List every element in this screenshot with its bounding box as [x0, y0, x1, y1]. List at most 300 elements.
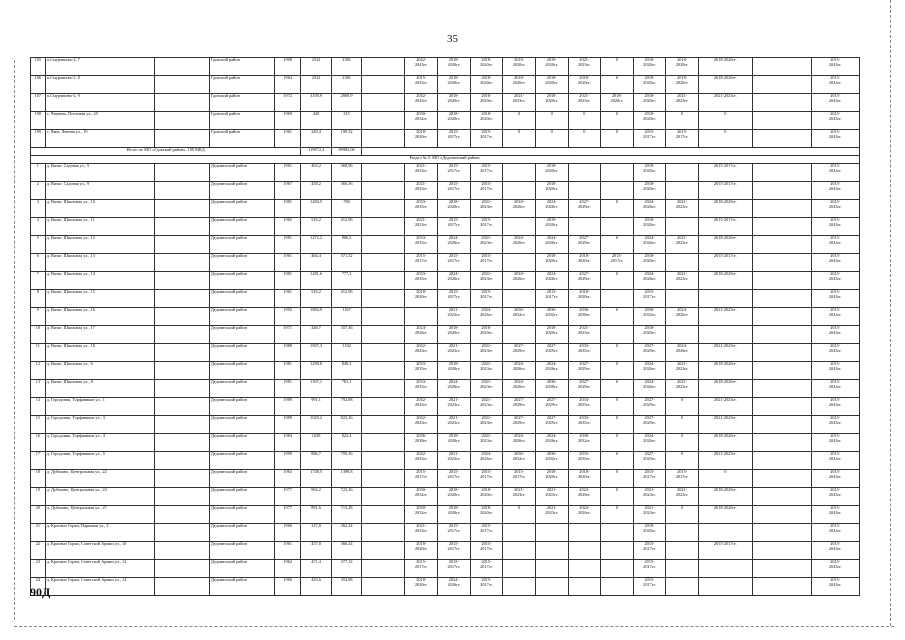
table-cell — [752, 344, 811, 362]
table-cell: 2015- 2043гг. — [811, 254, 860, 272]
table-cell: 2018- 2020гг. — [470, 76, 503, 94]
table-cell: 1908 — [275, 58, 301, 76]
table-cell: 2021- 2023гг. — [535, 488, 568, 506]
table-cell — [362, 434, 405, 452]
table-cell — [698, 326, 752, 344]
table-cell: 1969 — [275, 112, 301, 130]
table-cell: 0 — [601, 112, 634, 130]
table-cell: 1167 — [331, 308, 362, 326]
table-cell: 2021- 2023гг. — [438, 452, 471, 470]
table-cell — [155, 434, 210, 452]
table-cell: 806,5 — [331, 236, 362, 254]
table-cell: 781,1 — [331, 380, 362, 398]
table-cell — [155, 130, 210, 148]
table-cell: Дедовичский район — [209, 326, 274, 344]
table-cell: 2015- 2043гг. — [811, 506, 860, 524]
table-cell: 2021- 2023гг. — [503, 94, 536, 112]
table-cell — [752, 236, 811, 254]
table-cell: Дедовичский район — [209, 542, 274, 560]
table-cell — [155, 470, 210, 488]
subtotal-label: Итого по МО «Гдовский район», 109 МКД — [31, 148, 301, 156]
table-cell: 4 — [31, 218, 46, 236]
table-cell: 2015- 2017гг. — [633, 470, 666, 488]
scan-edge-right — [890, 0, 891, 626]
table-cell: 2015- 2043гг. — [811, 218, 860, 236]
table-cell — [752, 578, 811, 596]
table-cell: 0 — [601, 76, 634, 94]
table-cell: 1988 — [275, 344, 301, 362]
table-cell: 2030- 2032гг. — [633, 308, 666, 326]
table-cell — [752, 254, 811, 272]
table-cell — [362, 94, 405, 112]
table-cell: 2027- 2029гг. — [633, 398, 666, 416]
table-cell: Дедовичский район — [209, 524, 274, 542]
table-cell: д. Вязье, Школьная ул., 10 — [45, 200, 154, 218]
table-row — [31, 112, 860, 130]
table-cell: 2021-2023гг. — [698, 344, 752, 362]
table-cell: Дедовичский район — [209, 200, 274, 218]
table-cell: 2018- 2020гг. — [470, 488, 503, 506]
table-cell: 2018- 2020гг. — [438, 362, 471, 380]
table-cell: 0 — [666, 416, 699, 434]
table-row — [31, 254, 860, 272]
table-cell — [155, 236, 210, 254]
table-cell: 2015- 2017гг. — [633, 542, 666, 560]
table-cell: 1967 — [275, 182, 301, 200]
table-cell: Дедовичский район — [209, 182, 274, 200]
table-cell — [362, 308, 405, 326]
table-cell: 2036- 2038гг. — [405, 434, 438, 452]
table-cell: 371,52 — [331, 254, 362, 272]
table-cell: 366,56 — [331, 182, 362, 200]
table-cell: 0 — [601, 362, 634, 380]
table-cell: 1307,1 — [301, 380, 332, 398]
table-cell — [362, 272, 405, 290]
table-cell: 2015- 2043гг. — [811, 380, 860, 398]
table-cell: Гдовский район — [209, 112, 274, 130]
table-cell: 709,36 — [331, 452, 362, 470]
table-cell — [362, 578, 405, 596]
table-cell — [752, 434, 811, 452]
table-cell: 0 — [601, 200, 634, 218]
table-cell: 1977 — [275, 506, 301, 524]
table-cell: 24 — [31, 578, 46, 596]
table-cell: 106 — [31, 76, 46, 94]
table-cell — [752, 470, 811, 488]
table-cell: Гдовский район — [209, 94, 274, 112]
table-cell: 2027- 2029гг. — [568, 380, 601, 398]
table-cell — [362, 542, 405, 560]
table-cell — [752, 130, 811, 148]
table-cell — [362, 416, 405, 434]
table-cell — [752, 506, 811, 524]
table-cell: 2021-2023гг. — [698, 416, 752, 434]
table-cell — [155, 200, 210, 218]
table-cell — [752, 218, 811, 236]
table-cell: 2024- 2026гг. — [535, 200, 568, 218]
table-cell: 2027- 2029гг. — [535, 344, 568, 362]
table-cell: 516,2 — [301, 218, 332, 236]
table-cell — [503, 290, 536, 308]
table-cell: 2042- 2043гг. — [405, 398, 438, 416]
table-cell: 327,8 — [301, 524, 332, 542]
table-cell: 2018- 2020гг. — [535, 76, 568, 94]
table-cell: 2015- 2017гг. — [438, 218, 471, 236]
table-cell: 2015- 2017гг. — [470, 542, 503, 560]
table-cell: 457,8 — [301, 542, 332, 560]
table-cell: 2024- 2026гг. — [535, 272, 568, 290]
table-cell — [362, 524, 405, 542]
table-cell: д. Вязье, Школьная ул., 6 — [45, 362, 154, 380]
table-cell — [601, 182, 634, 200]
table-cell — [698, 560, 752, 578]
table-cell: 2015- 2017гг. — [503, 470, 536, 488]
table-cell: 2021- 2023гг. — [405, 182, 438, 200]
table-cell: 2018- 2020гг. — [470, 506, 503, 524]
table-cell — [601, 542, 634, 560]
table-cell: 2033- 2035гг. — [405, 362, 438, 380]
table-cell — [568, 218, 601, 236]
table-cell: 2015- 2043гг. — [811, 362, 860, 380]
table-cell: 2042- 2043гг. — [405, 416, 438, 434]
table-cell: 2018- 2020гг. — [438, 434, 471, 452]
table-cell — [155, 254, 210, 272]
table-cell: 2024- 2026гг. — [503, 200, 536, 218]
table-cell: 2015- 2043гг. — [811, 58, 860, 76]
table-cell: 2027- 2029гг. — [535, 398, 568, 416]
table-row — [31, 470, 860, 488]
table-cell: 2024- 2026гг. — [633, 200, 666, 218]
table-cell: 2030- 2032гг. — [535, 452, 568, 470]
table-cell: 0 — [698, 130, 752, 148]
table-cell: 891,6 — [301, 506, 332, 524]
table-cell — [666, 524, 699, 542]
table-cell: 2033- 2035гг. — [405, 272, 438, 290]
table-cell — [503, 578, 536, 596]
table-cell: п.Смуравьево-2, 8 — [45, 76, 154, 94]
table-cell: 2015- 2017гг. — [438, 560, 471, 578]
table-cell: 464,4 — [301, 254, 332, 272]
table-cell: 2021- 2023гг. — [535, 506, 568, 524]
table-cell — [752, 416, 811, 434]
table-cell: 2015- 2043гг. — [811, 470, 860, 488]
table-cell: 2018- 2020гг. — [535, 58, 568, 76]
table-cell: 2018- 2020гг. — [666, 58, 699, 76]
table-cell: д. Вязье, Садовая ул., 5 — [45, 164, 154, 182]
table-cell: 2024- 2026гг. — [568, 506, 601, 524]
table-cell: 2015- 2017гг. — [470, 254, 503, 272]
table-cell: Дедовичский район — [209, 380, 274, 398]
table-cell: д. Дубишно, Центральная ул., 27 — [45, 506, 154, 524]
table-cell — [155, 578, 210, 596]
table-cell: 2042- 2043гг. — [405, 452, 438, 470]
table-cell: 2015- 2043гг. — [811, 560, 860, 578]
table-cell: 1981 — [275, 380, 301, 398]
table-cell: 1028 — [301, 434, 332, 452]
table-cell: 2015- 2017гг. — [405, 560, 438, 578]
table-cell: 2021- 2023гг. — [568, 58, 601, 76]
table-row — [31, 452, 860, 470]
table-cell — [155, 506, 210, 524]
table-cell: 2015- 2017гг. — [470, 524, 503, 542]
table-cell: 2018- 2020гг. — [666, 76, 699, 94]
table-cell: 2030- 2032гг. — [568, 434, 601, 452]
table-cell: 0 — [666, 452, 699, 470]
table-cell: 2018- 2020гг. — [633, 76, 666, 94]
table-row — [31, 200, 860, 218]
table-cell: 21 — [31, 524, 46, 542]
table-cell — [362, 254, 405, 272]
table-cell — [752, 290, 811, 308]
table-row — [31, 290, 860, 308]
table-cell: 1398,8 — [331, 470, 362, 488]
table-cell — [698, 290, 752, 308]
table-cell: 0 — [666, 398, 699, 416]
table-cell: 2036- 2038гг. — [568, 308, 601, 326]
table-cell: 2021- 2023гг. — [438, 344, 471, 362]
table-cell: Дедовичский район — [209, 308, 274, 326]
table-cell: д. Красные Горки, Парковая ул., 2 — [45, 524, 154, 542]
table-cell — [155, 344, 210, 362]
table-cell — [362, 488, 405, 506]
table-cell — [155, 272, 210, 290]
table-cell: 2018- 2020гг. — [633, 112, 666, 130]
table-row — [31, 524, 860, 542]
table-cell: Дедовичский район — [209, 254, 274, 272]
table-cell: 2015- 2017гг. — [633, 578, 666, 596]
table-cell: 0 — [601, 488, 634, 506]
table-cell: 2024- 2026гг. — [438, 578, 471, 596]
table-cell: 2015- 2017гг. — [470, 470, 503, 488]
table-cell: 780 — [331, 200, 362, 218]
table-cell: 1748,5 — [301, 470, 332, 488]
table-cell — [503, 542, 536, 560]
table-cell: 2015- 2017гг. — [438, 254, 471, 272]
table-cell: 2018- 2020гг. — [438, 326, 471, 344]
table-cell: 0 — [601, 272, 634, 290]
table-cell: 2015- 2043гг. — [811, 76, 860, 94]
table-cell: 2021- 2023гг. — [633, 506, 666, 524]
table-cell: 1964 — [275, 76, 301, 94]
table-cell: 2018- 2020гг. — [470, 326, 503, 344]
table-cell: 2021-2023гг. — [698, 398, 752, 416]
table-cell — [568, 560, 601, 578]
table-row — [31, 272, 860, 290]
table-cell: 17 — [31, 452, 46, 470]
table-cell — [666, 290, 699, 308]
table-cell: д. Дубишно, Центральная ул., 22 — [45, 470, 154, 488]
table-cell: 0 — [503, 112, 536, 130]
table-cell: 2018- 2020гг. — [405, 578, 438, 596]
table-cell: 2015- 2043гг. — [811, 112, 860, 130]
table-cell — [362, 76, 405, 94]
table-cell — [503, 182, 536, 200]
table-cell — [752, 542, 811, 560]
table-cell: 1284,5 — [301, 200, 332, 218]
table-cell — [601, 560, 634, 578]
table-cell: 1961 — [275, 290, 301, 308]
table-cell — [601, 164, 634, 182]
table-cell: Дедовичский район — [209, 218, 274, 236]
table-cell: 12 — [31, 362, 46, 380]
table-cell: 2015- 2017гг. — [405, 254, 438, 272]
table-cell: 2015-2017гг. — [698, 542, 752, 560]
table-cell — [752, 182, 811, 200]
table-cell: 0 — [601, 344, 634, 362]
table-cell: 2381 — [331, 76, 362, 94]
table-cell: 2015- 2017гг. — [438, 164, 471, 182]
table-row — [31, 94, 860, 112]
table-cell: 2027- 2029гг. — [503, 398, 536, 416]
table-cell: д. Красные Горки, Советской Армии ул., 10 — [45, 542, 154, 560]
table-cell: 0 — [503, 130, 536, 148]
table-cell — [535, 578, 568, 596]
table-cell: 2024- 2026гг. — [438, 236, 471, 254]
table-cell — [752, 326, 811, 344]
table-cell: 2015- 2017гг. — [438, 130, 471, 148]
table-cell: 2018- 2020гг. — [503, 76, 536, 94]
table-cell: 2018- 2020гг. — [535, 326, 568, 344]
table-cell: 2015- 2017гг. — [438, 524, 471, 542]
table-cell: 2015- 2017гг. — [438, 290, 471, 308]
table-cell: 0 — [568, 112, 601, 130]
page-number: 35 — [447, 33, 458, 45]
table-cell: 2030- 2032гг. — [405, 506, 438, 524]
table-cell — [155, 542, 210, 560]
table-cell: 0 — [601, 58, 634, 76]
table-cell: 2015- 2043гг. — [811, 488, 860, 506]
table-cell: 2021-2023гг. — [698, 94, 752, 112]
table-row — [31, 362, 860, 380]
table-cell: 2018-2020гг. — [698, 58, 752, 76]
table-cell — [155, 94, 210, 112]
table-cell: 2033- 2035гг. — [568, 452, 601, 470]
table-cell: 2024- 2026гг. — [438, 380, 471, 398]
table-cell: 2018- 2020гг. — [405, 290, 438, 308]
table-cell: 2021- 2023гг. — [470, 272, 503, 290]
table-cell: 2030- 2032гг. — [405, 112, 438, 130]
table-cell: 1965 — [275, 218, 301, 236]
table-cell: д. Вязье, Школьная ул., 13 — [45, 254, 154, 272]
table-cell: 412,96 — [331, 290, 362, 308]
table-cell: 0 — [698, 470, 752, 488]
table-cell: д. Вязье, Школьная ул., 8 — [45, 380, 154, 398]
table-cell: 1977 — [275, 488, 301, 506]
table-cell — [601, 578, 634, 596]
table-cell: д. Вязье, Школьная ул., 12 — [45, 236, 154, 254]
table-cell: 2015- 2017гг. — [405, 470, 438, 488]
table-row — [31, 380, 860, 398]
table-cell: 1290,8 — [301, 362, 332, 380]
table-cell: 1981 — [275, 362, 301, 380]
table-cell: Дедовичский район — [209, 362, 274, 380]
table-cell — [601, 524, 634, 542]
table-row — [31, 506, 860, 524]
table-cell: п.Смуравьево-2, 7 — [45, 58, 154, 76]
table-cell: 1984 — [275, 434, 301, 452]
table-cell: 2015- 2017гг. — [470, 218, 503, 236]
table-cell: 0 — [666, 434, 699, 452]
table-cell — [666, 578, 699, 596]
table-cell — [666, 218, 699, 236]
table-cell — [666, 164, 699, 182]
table-cell: 2015- 2043гг. — [811, 326, 860, 344]
table-cell: 2024- 2026гг. — [633, 380, 666, 398]
table-cell: 2018- 2020гг. — [535, 164, 568, 182]
table-cell: 3100,9 — [301, 94, 332, 112]
table-cell: 2027- 2029гг. — [568, 272, 601, 290]
table-cell: 849,3 — [331, 362, 362, 380]
table-cell: 2021- 2023гг. — [470, 380, 503, 398]
table-cell: 1960 — [275, 578, 301, 596]
table-cell: 2024- 2026гг. — [503, 272, 536, 290]
table-cell: 2021-2023гг. — [698, 308, 752, 326]
table-cell: 2021- 2023гг. — [470, 200, 503, 218]
table-cell: 904,2 — [301, 488, 332, 506]
table-cell: 2015- 2017гг. — [438, 182, 471, 200]
table-cell: 1990 — [275, 452, 301, 470]
table-cell: 2532 — [301, 76, 332, 94]
table-cell — [362, 164, 405, 182]
table-cell: Дедовичский район — [209, 236, 274, 254]
table-cell: 2018- 2020гг. — [535, 182, 568, 200]
table-cell: д. Вязье, Школьная ул., 17 — [45, 326, 154, 344]
table-cell: 2018- 2020гг. — [503, 58, 536, 76]
table-cell: Гдовский район — [209, 130, 274, 148]
table-cell: 2024- 2026гг. — [633, 236, 666, 254]
table-cell: 13 — [31, 380, 46, 398]
table-cell: 2018- 2020гг. — [633, 326, 666, 344]
table-cell — [752, 308, 811, 326]
table-cell: 2018- 2020гг. — [568, 290, 601, 308]
table-cell — [155, 380, 210, 398]
table-cell: 2021- 2023гг. — [633, 488, 666, 506]
table-cell: 471,4 — [301, 560, 332, 578]
table-cell: 2015- 2043гг. — [811, 398, 860, 416]
table-cell: 463,2 — [301, 164, 332, 182]
table-cell — [666, 254, 699, 272]
table-cell: 2015- 2017гг. — [535, 290, 568, 308]
table-cell: 2018- 2020гг. — [568, 76, 601, 94]
table-cell — [155, 76, 210, 94]
subtotal-empty — [362, 148, 860, 156]
table-cell: 2027- 2029гг. — [503, 344, 536, 362]
table-cell: 2018- 2020гг. — [405, 130, 438, 148]
table-cell: 443,6 — [301, 578, 332, 596]
table-cell — [155, 488, 210, 506]
table-cell: Дедовичский район — [209, 416, 274, 434]
table-cell: 107 — [31, 94, 46, 112]
table-cell — [752, 58, 811, 76]
table-cell: 1963 — [275, 470, 301, 488]
table-cell — [503, 560, 536, 578]
table-cell: 2 — [31, 182, 46, 200]
table-cell: 2024- 2026гг. — [470, 452, 503, 470]
table-cell — [362, 182, 405, 200]
table-cell: 2015- 2017гг. — [470, 164, 503, 182]
table-cell — [601, 290, 634, 308]
table-cell: 2015- 2043гг. — [811, 290, 860, 308]
table-cell: 2042- 2043гг. — [405, 58, 438, 76]
table-cell: 412,96 — [331, 218, 362, 236]
table-cell: 1981 — [275, 200, 301, 218]
table-cell: 0 — [535, 112, 568, 130]
table-cell: 2015- 2043гг. — [811, 94, 860, 112]
table-cell: 2015- 2017гг. — [470, 560, 503, 578]
table-cell: 2024- 2026гг. — [633, 362, 666, 380]
table-cell: 1272,2 — [301, 236, 332, 254]
table-cell: с. Черневo, Почтовая ул., 25 — [45, 112, 154, 130]
